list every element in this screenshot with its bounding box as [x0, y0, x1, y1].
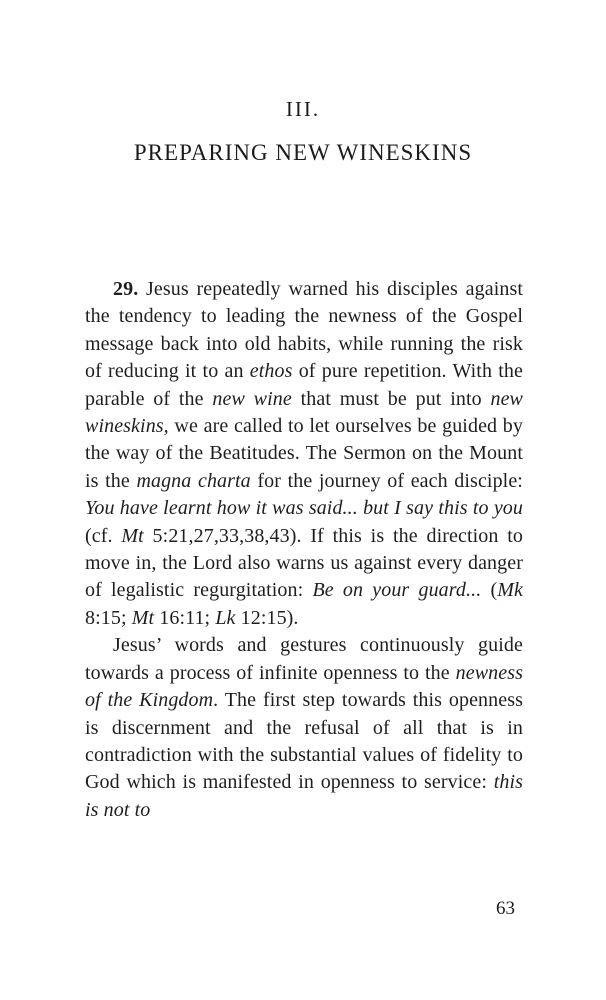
text-segment: (cf. — [85, 524, 122, 547]
text-segment: 5:21,27,33,38,43). If this is the direction to move in, the Lord also warns us against every danger of legalistic regurgitation: — [85, 524, 523, 602]
text-segment: . The first step towards this openness is discernment and the refusal of all that is in contradiction with the substantial values of fidelity to God which is manifested in openness to service: — [85, 689, 523, 794]
italic-text-segment: Mk — [497, 579, 523, 602]
italic-text-segment: new wineskins, — [85, 387, 523, 438]
italic-text-segment: magna charta — [136, 469, 251, 492]
italic-text-segment: new wine — [212, 387, 292, 410]
italic-text-segment: Be on your guard... — [312, 579, 482, 602]
text-segment: of pure repetition. With the parable of the — [85, 360, 523, 410]
paragraph — [85, 632, 523, 824]
text-segment: that must be put into — [291, 387, 491, 410]
text-segment: 8:15; — [85, 606, 132, 629]
text-segment: ( — [481, 579, 498, 602]
bold-text-segment: 29. — [113, 278, 139, 300]
chapter-title: PREPARING NEW WINESKINS — [133, 140, 473, 165]
text-segment: 12:15). — [235, 606, 299, 629]
italic-text-segment: You have learnt how it was said... but I say this to you — [85, 497, 523, 520]
text-segment: Jesus’ words and gestures continuously guide towards a process of infinite openness to the — [85, 634, 523, 684]
italic-text-segment: this is not to — [85, 771, 523, 821]
italic-text-segment: Lk — [215, 606, 236, 629]
chapter-number: III. — [285, 97, 321, 121]
text-segment: Jesus repeatedly warned his disciples against the tendency to leading the newness of the Gospel message back into old habits, while running the risk of reducing it to an — [85, 278, 523, 383]
text-segment: we are called to let ourselves be guided by the way of the Beatitudes. The Sermon on the Mount is the — [85, 415, 523, 492]
italic-text-segment: Mt — [121, 524, 144, 547]
page-number: 63 — [496, 898, 515, 919]
italic-text-segment: ethos — [249, 360, 293, 383]
paragraph — [85, 276, 523, 632]
text-segment: for the journey of each disciple: — [250, 469, 523, 492]
body-text — [85, 276, 523, 824]
italic-text-segment: Mt — [131, 606, 155, 629]
italic-text-segment: newness of the Kingdom — [85, 661, 523, 712]
text-segment: 16:11; — [154, 606, 216, 629]
